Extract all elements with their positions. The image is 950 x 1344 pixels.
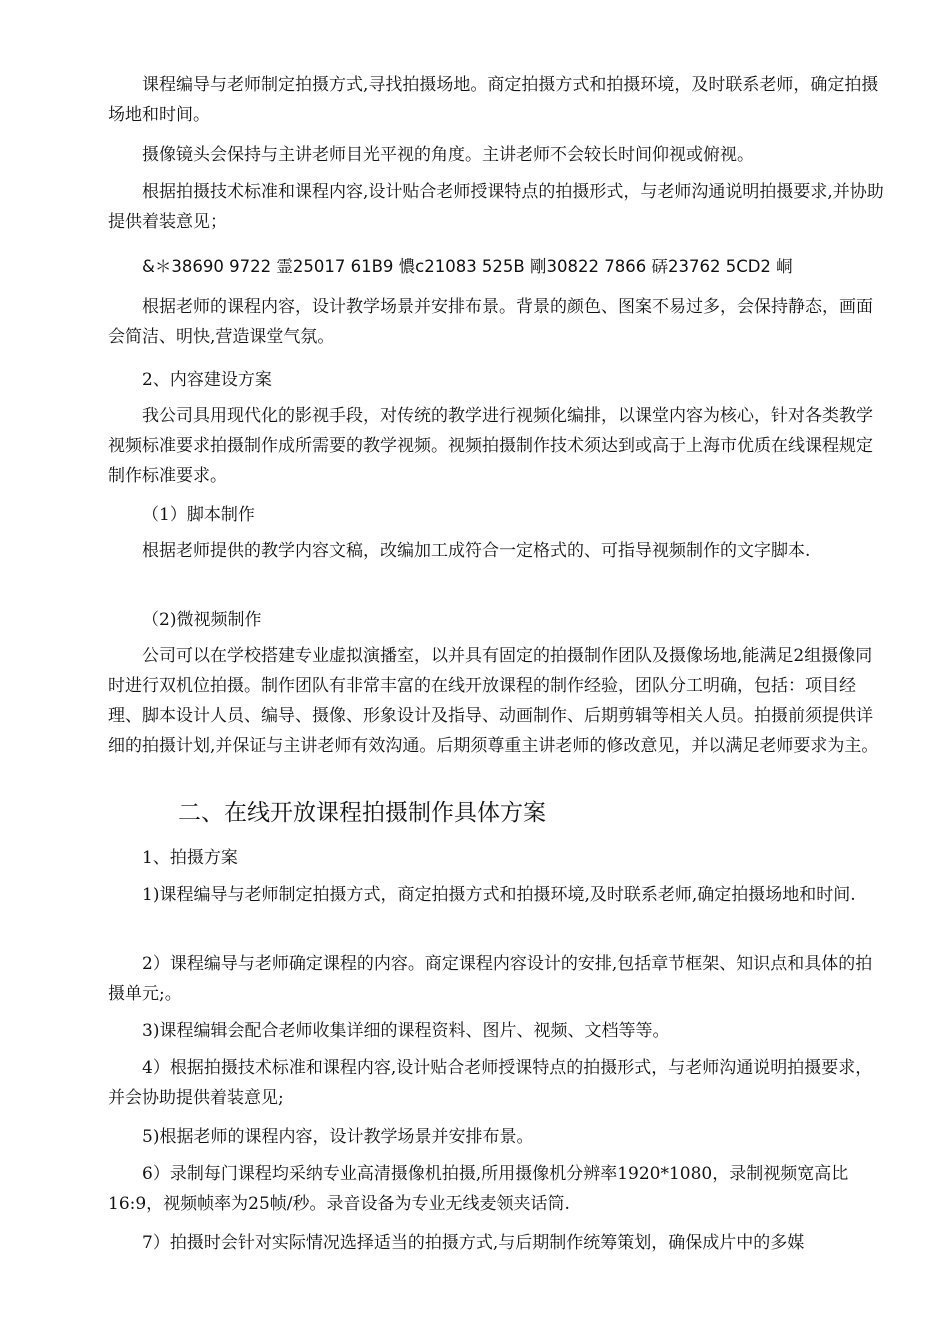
paragraph-garbled-codes: &＊38690 9722 霊25017 61B9 憹c21083 525B 剛30822 7866 硦23762 5CD2 峒	[142, 257, 793, 276]
paragraph-camera-angle: 摄像镜头会保持与主讲老师目光平视的角度。主讲老师不会较长时间仰视或俯视。	[142, 145, 754, 165]
list-item-2: 2）课程编导与老师确定课程的内容。商定课程内容设计的安排,包括章节框架、知识点和具体的拍摄单元;。	[108, 954, 873, 1004]
list-item-1: 1)课程编导与老师制定拍摄方式，商定拍摄方式和拍摄环境,及时联系老师,确定拍摄场地和时间.	[142, 885, 856, 905]
list-item-4: 4）根据拍摄技术标准和课程内容,设计贴合老师授课特点的拍摄形式，与老师沟通说明拍摄要求，并会协助提供着装意见;	[108, 1058, 873, 1108]
subheading-content-plan: 2、内容建设方案	[142, 370, 272, 390]
subheading-micro-video: （2)微视频制作	[142, 610, 262, 630]
paragraph-scene-design: 根据老师的课程内容，设计教学场景并安排布景。背景的颜色、图案不易过多，会保持静态，画面会简洁、明快,营造课堂气氛。	[108, 297, 873, 347]
paragraph-company-intro: 我公司具用现代化的影视手段，对传统的教学进行视频化编排，以课堂内容为核心，针对各类教学视频标准要求拍摄制作成所需要的教学视频。视频拍摄制作技术须达到或高于上海市优质在线课程规定制作标准要求。	[108, 406, 873, 486]
paragraph-shooting-arrangement: 课程编导与老师制定拍摄方式,寻找拍摄场地。商定拍摄方式和拍摄环境，及时联系老师，确定拍摄场地和时间。	[108, 75, 879, 125]
subheading-script: （1）脚本制作	[142, 505, 255, 525]
subheading-shooting-plan: 1、拍摄方案	[142, 848, 238, 868]
paragraph-shooting-form: 根据拍摄技术标准和课程内容,设计贴合老师授课特点的拍摄形式，与老师沟通说明拍摄要求,并协助提供着装意见；	[108, 182, 884, 232]
list-item-3: 3)课程编辑会配合老师收集详细的课程资料、图片、视频、文档等等。	[142, 1021, 670, 1041]
list-item-5: 5)根据老师的课程内容，设计教学场景并安排布景。	[142, 1127, 534, 1147]
paragraph-script-writing: 根据老师提供的教学内容文稿，改编加工成符合一定格式的、可指导视频制作的文字脚本.	[142, 541, 811, 561]
section-heading: 二、在线开放课程拍摄制作具体方案	[178, 800, 546, 826]
paragraph-team-intro: 公司可以在学校搭建专业虚拟演播室，以并具有固定的拍摄制作团队及摄像场地,能满足2组摄像同时进行双机位拍摄。制作团队有非常丰富的在线开放课程的制作经验，团队分工明确，包括：项目经理、脚本设计人员、编导、摄像、形象设计及指导、动画制作、后期剪辑等相关人员。拍摄前须提供详细的拍摄计划,并保证与主讲老师有效沟通。后期须尊重主讲老师的修改意见，并以满足老师要求为主。	[108, 646, 879, 756]
list-item-6: 6）录制每门课程均采纳专业高清摄像机拍摄,所用摄像机分辨率1920*1080，录制视频宽高比16:9，视频帧率为25帧/秒。录音设备为专业无线麦领夹话筒.	[108, 1164, 849, 1214]
list-item-7: 7）拍摄时会针对实际情况选择适当的拍摄方式,与后期制作统筹策划，确保成片中的多媒	[142, 1233, 805, 1253]
